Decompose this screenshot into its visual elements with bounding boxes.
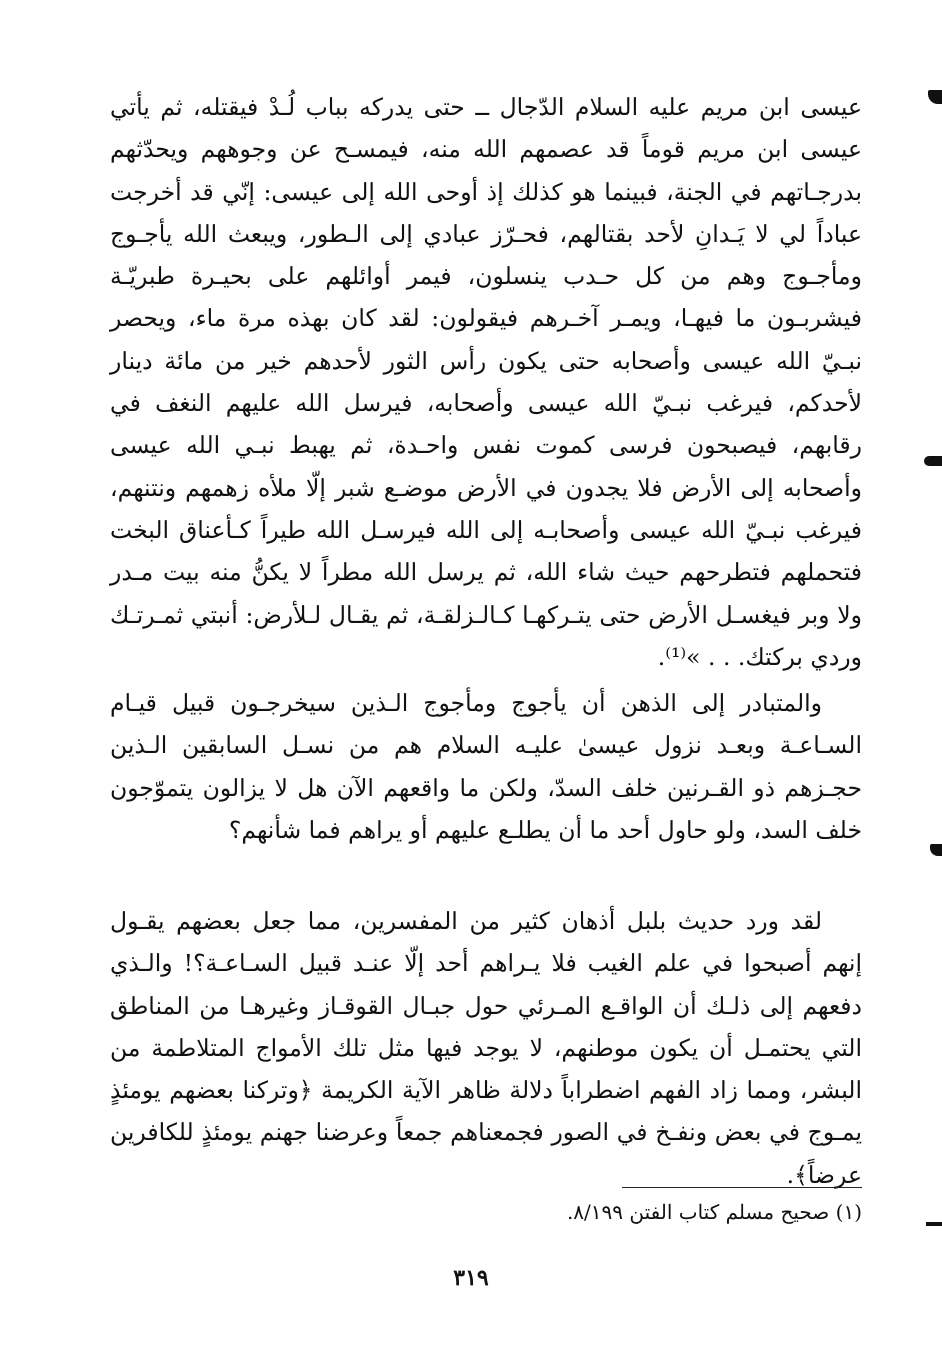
scan-edge-mark bbox=[926, 1222, 942, 1226]
scan-edge-mark bbox=[924, 456, 942, 466]
scan-edge-mark bbox=[930, 844, 942, 856]
page-number: ٣١٩ bbox=[453, 1265, 489, 1291]
footnote: (١) صحيح مسلم كتاب الفتن ٨/١٩٩. bbox=[566, 1200, 862, 1224]
body-paragraph-1: عيسى ابن مريم عليه السلام الدّجال ــ حتى يدركه بباب لُـدْ فيقتله، ثم يأتي عيسى ابن مريم قوماً قد عصمهم الله منه، فيمسـح عن وجوههم ويحدّثهم بدرجـاتهم في الجنة، فبينما هو كذلك إذ أوحى الله إلى عيسى: إنّي قد أخرجت عباداً لي لا يَـدانِ لأحد بقتالهم، فحـرّز عبادي إلى الـطور، ويبعث الله يأجـوج ومأجـوج وهم من كل حـدب ينسلون، فيمر أوائلهم على بحيـرة طبريّـة فيشربـون ما فيهـا، ويمـر آخـرهم فيقولون: لقد كان بهذه مرة ماء، ويحصر نبـيّ الله عيسى وأصحابه حتى يكون رأس الثور لأحدهم خير من مائة دينار لأحدكم، فيرغب نبـيّ الله عيسى وأصحابه، فيرسل الله عليهم النغف في رقابهم، فيصبحون فرسى كموت نفس واحـدة، ثم يهبط نبـي الله عيسى وأصحابه إلى الأرض فلا يجدون في الأرض موضـع شبر إلّا ملأه زهمهم ونتنهم، فيرغب نبـيّ الله عيسى وأصحابـه إلى الله فيرسـل الله طيراً كـأعناق البخت فتحملهم فتطرحهم حيث شاء الله، ثم يرسل الله مطراً لا يكنُّ منه بيت مـدر ولا وبر فيغسـل الأرض حتى يتـركهـا كـالـزلقـة، ثم يقـال لـلأرض: أنبتي ثمـرتـك وردي بركتك. . . »⁽¹⁾. bbox=[110, 93, 862, 671]
scan-edge-mark bbox=[928, 90, 942, 104]
footnote-separator bbox=[622, 1187, 862, 1188]
body-paragraph-2: والمتبادر إلى الذهن أن يأجوج ومأجوج الـذين سيخرجـون قبيل قيـام السـاعـة وبعـد نزول عيسىٰ عليـه السلام هم من نسـل السابقين الـذين حجـزهم ذو القـرنين خلف السدّ، ولكن ما واقعهم الآن هل لا يزالون يتموّجون خلف السد، ولو حاول أحد ما أن يطلـع عليهم أو يراهم فما شأنهم؟ bbox=[110, 689, 862, 844]
body-paragraph-3: لقد ورد حديث بلبل أذهان كثير من المفسرين، مما جعل بعضهم يقـول إنهم أصبحوا في علم الغيب فلا يـراهم أحد إلّا عنـد قبيل السـاعـة؟! والـذي دفعهم إلى ذلـك أن الواقـع المـرئي حول جبـال القوقـاز وغيرهـا من المناطق التي يحتمـل أن يكون موطنهم، لا يوجد فيها مثل تلك الأمواج المتلاطمة من البشر، ومما زاد الفهم اضطراباً دلالة ظاهر الآية الكريمة ﴿وتركنا بعضهم يومئذٍ يمـوج في بعض ونفـخ في الصور فجمعناهم جمعاً وعرضنا جهنم يومئذٍ للكافرين عرضاً﴾. bbox=[110, 907, 862, 1189]
